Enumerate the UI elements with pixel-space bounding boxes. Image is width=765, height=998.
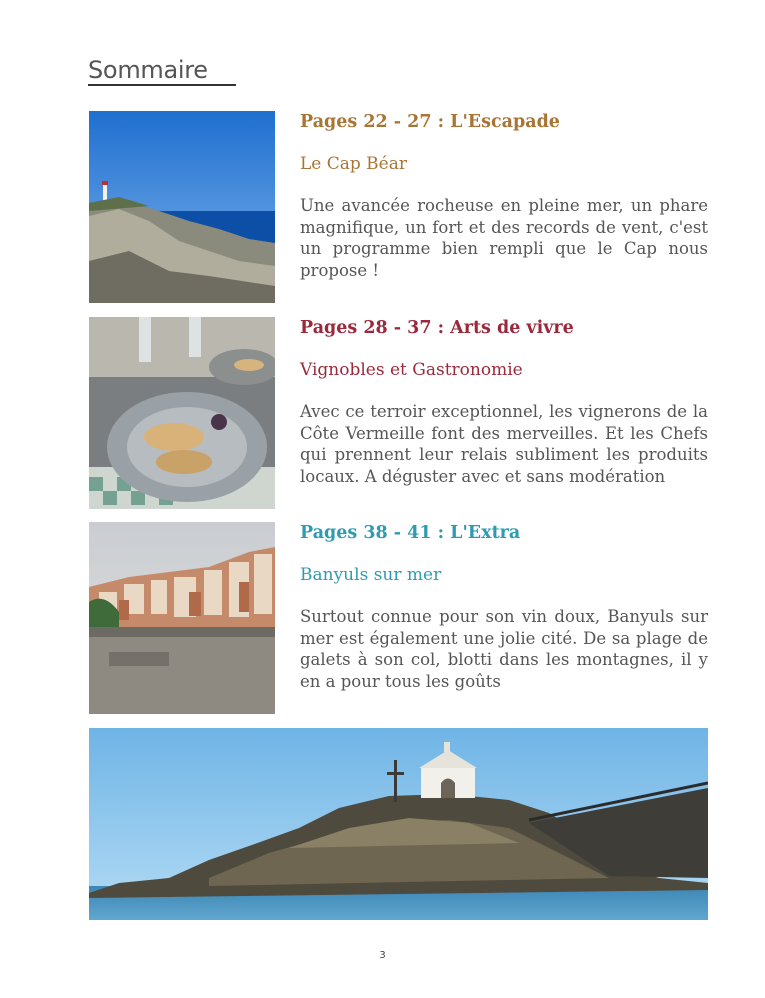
section-body: Une avancée rocheuse en pleine mer, un phare magnifique, un fort et des records de vent, c'est un programme bien rempli que le Cap nous propose ! — [300, 196, 708, 280]
section-arts-de-vivre — [300, 317, 708, 487]
section-heading[interactable]: Pages 22 - 27 : L'Escapade — [300, 112, 560, 132]
page-number: 3 — [379, 950, 386, 961]
cap-bear-photo — [89, 111, 275, 303]
page-title: Sommaire — [88, 56, 208, 84]
section-subtitle: Vignobles et Gastronomie — [300, 360, 523, 380]
banyuls-town-photo — [89, 522, 275, 714]
section-heading[interactable]: Pages 28 - 37 : Arts de vivre — [300, 318, 574, 338]
gastronomy-plate-photo — [89, 317, 275, 509]
section-body: Avec ce terroir exceptionnel, les vignerons de la Côte Vermeille font des merveilles. Et les Chefs qui prennent leur relais subliment les produits locaux. A déguster avec et sans modération — [300, 402, 708, 486]
section-subtitle: Banyuls sur mer — [300, 565, 442, 585]
section-escapade — [300, 111, 708, 281]
section-body: Surtout connue pour son vin doux, Banyuls sur mer est également une jolie cité. De sa plage de galets à son col, blotti dans les montagnes, il y en a pour tous les goûts — [300, 607, 708, 691]
section-subtitle: Le Cap Béar — [300, 154, 407, 174]
chapel-island-photo — [89, 728, 708, 920]
section-extra — [300, 522, 708, 692]
section-heading[interactable]: Pages 38 - 41 : L'Extra — [300, 523, 521, 543]
title-underline — [88, 84, 236, 86]
